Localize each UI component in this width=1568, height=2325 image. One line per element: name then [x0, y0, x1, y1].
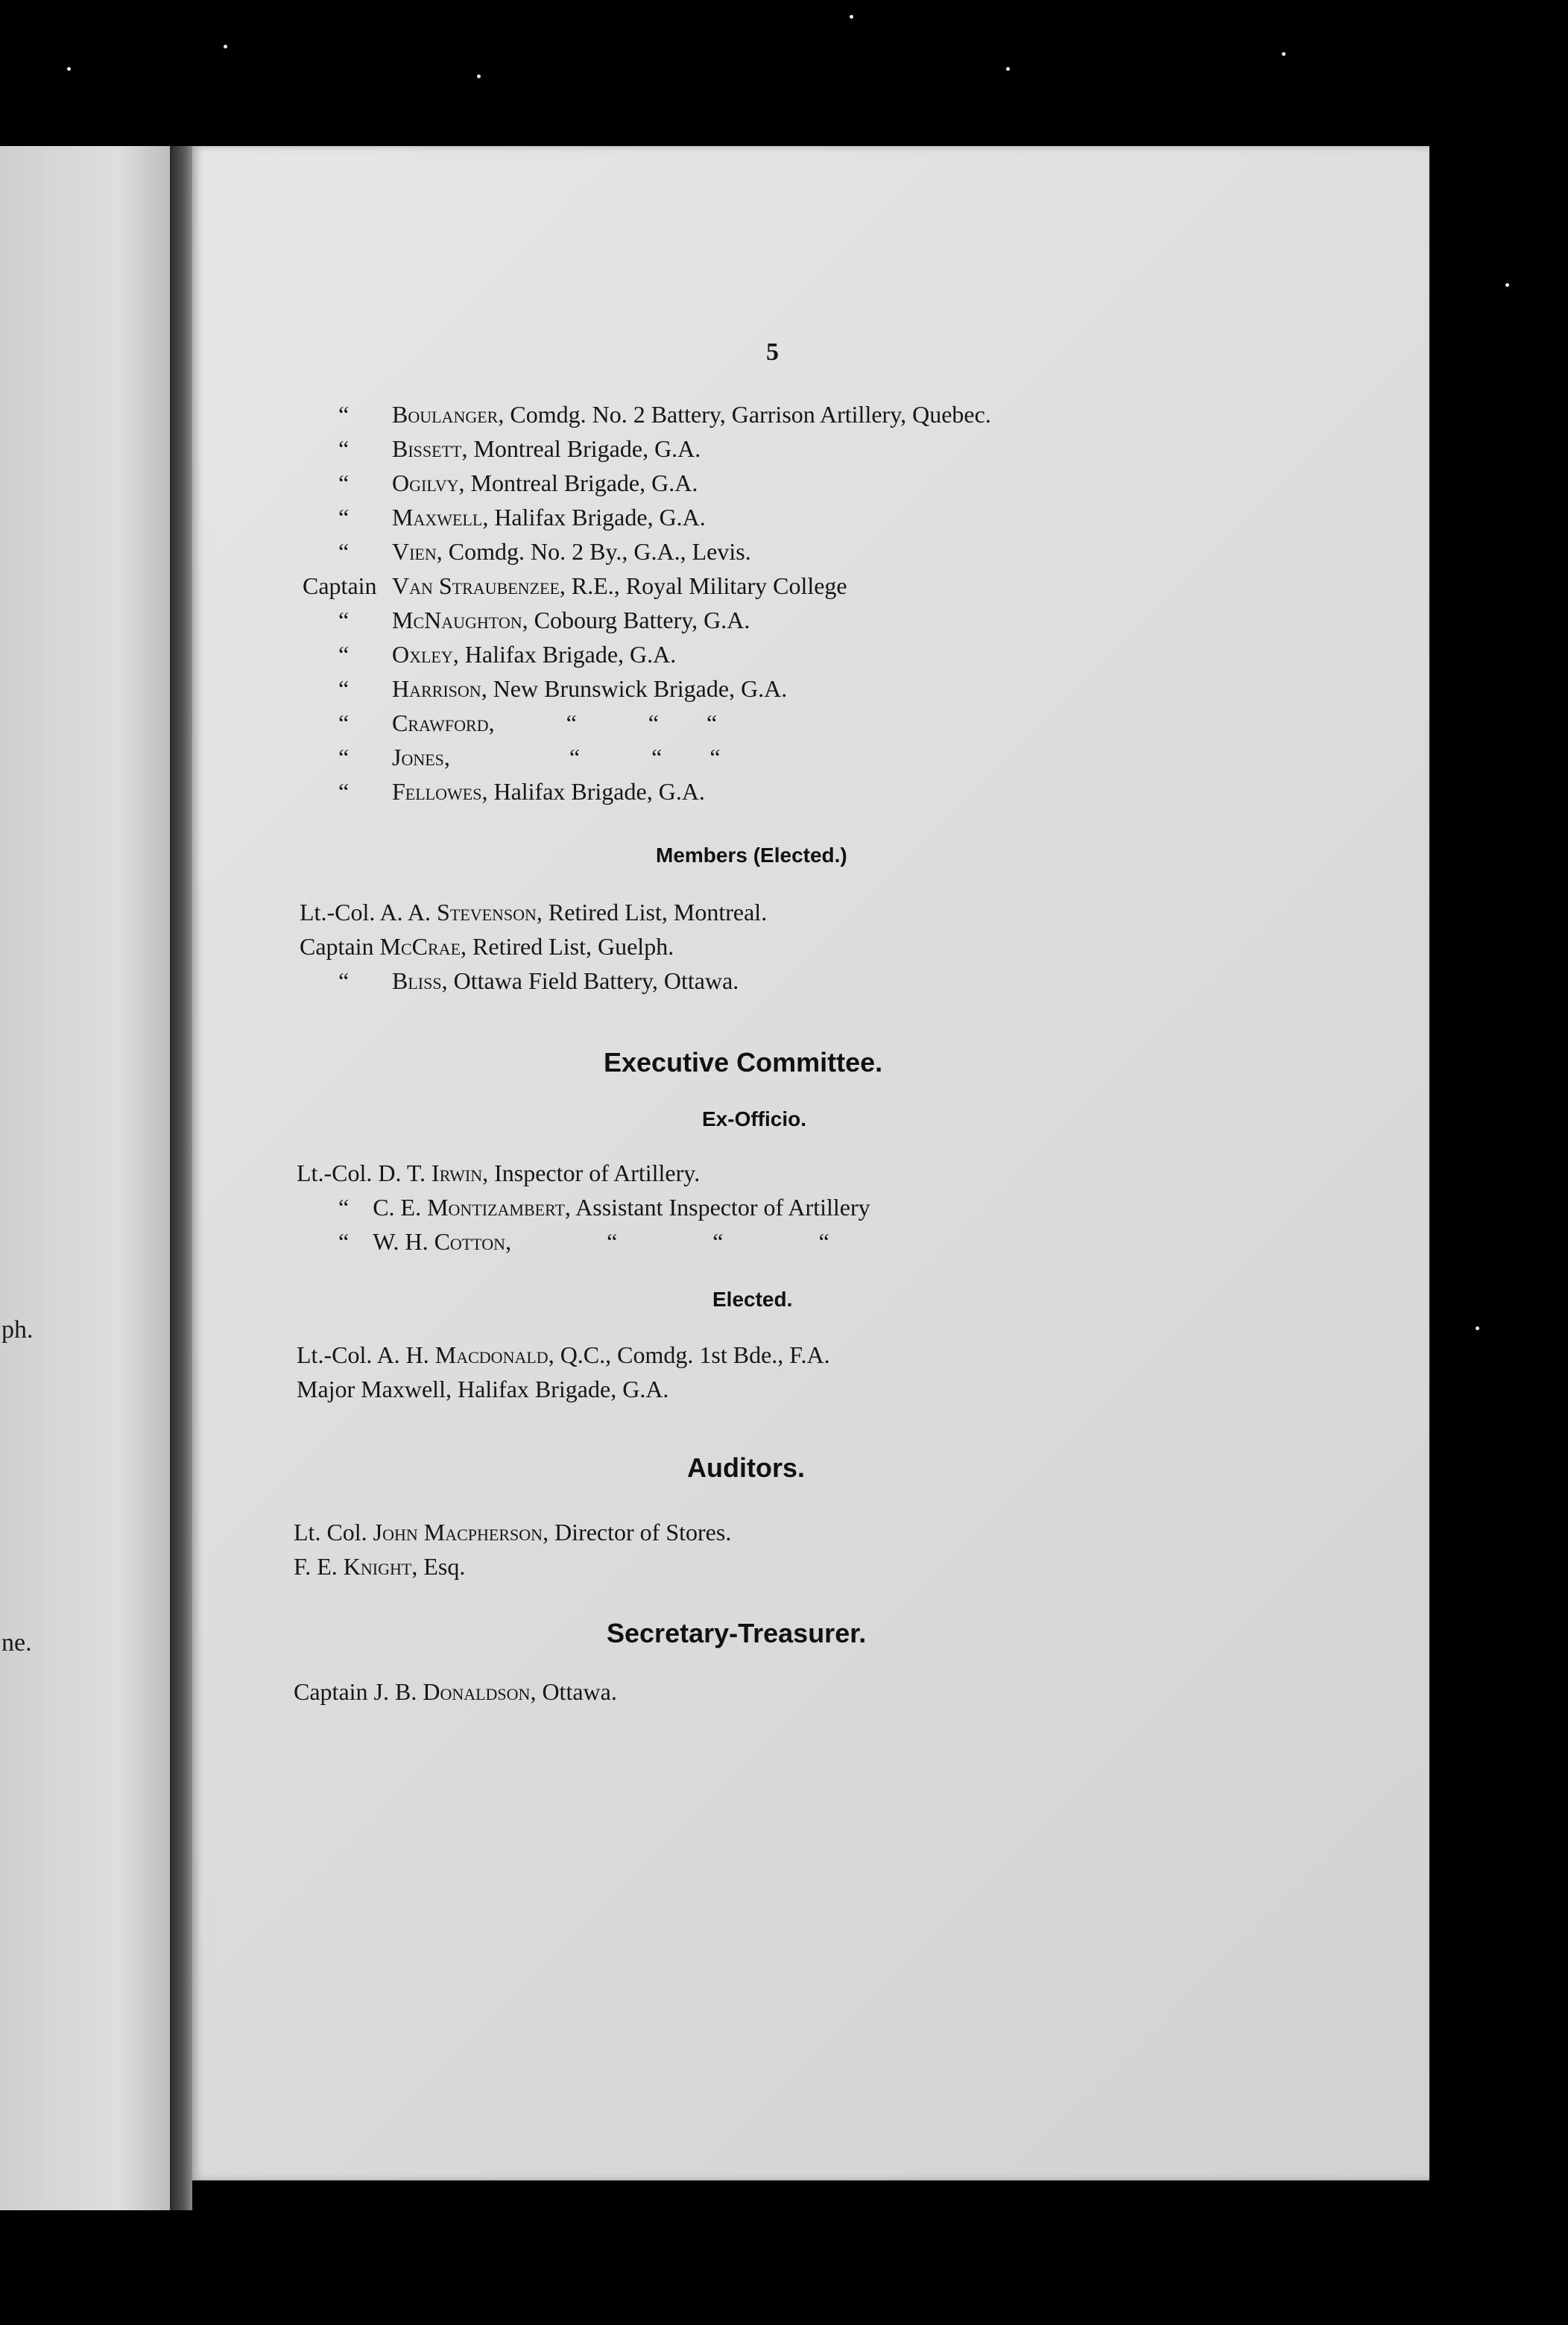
prefix: “ — [338, 778, 350, 805]
section-heading-secretary-treasurer: Secretary-Treasurer. — [607, 1618, 867, 1648]
detail: , Halifax Brigade, G.A. — [482, 504, 706, 531]
list-item — [297, 1161, 700, 1185]
prefix: “ — [338, 504, 350, 531]
film-speck — [1476, 1326, 1479, 1330]
facing-page-fragment: ph. — [1, 1316, 34, 1344]
surname: Donaldson — [423, 1678, 531, 1705]
film-speck — [1006, 67, 1010, 71]
detail: , “ “ “ — [443, 744, 721, 771]
surname: Vien — [392, 538, 437, 565]
prefix: “ — [338, 538, 350, 565]
section-heading-executive-committee: Executive Committee. — [604, 1047, 883, 1078]
film-speck — [850, 15, 853, 19]
section-heading-members-elected: Members (Elected.) — [656, 844, 847, 867]
list-item — [300, 900, 767, 924]
prefix: Lt.-Col. D. T. — [297, 1160, 426, 1186]
surname: Cotton — [434, 1228, 506, 1255]
list-item — [338, 642, 676, 666]
detail: , “ “ “ — [505, 1228, 829, 1255]
detail: , Comdg. No. 2 Battery, Garrison Artillery, Quebec. — [498, 401, 991, 428]
prefix: “ — [338, 675, 350, 702]
surname: Boulanger — [392, 401, 499, 428]
subheading-ex-officio: Ex-Officio. — [702, 1107, 807, 1130]
prefix: Major Maxwell, Halifax Brigade, G.A. — [297, 1376, 669, 1402]
prefix: “ — [338, 967, 350, 994]
surname: Jones — [392, 744, 444, 771]
detail: , Montreal Brigade, G.A. — [458, 469, 698, 496]
prefix: “ — [338, 709, 350, 736]
prefix: “ — [338, 469, 350, 496]
detail: , Retired List, Guelph. — [461, 933, 674, 960]
prefix: “ — [338, 401, 350, 428]
surname: Knight — [343, 1553, 412, 1580]
list-item — [338, 608, 750, 632]
film-speck — [477, 75, 481, 78]
list-item — [338, 471, 698, 495]
list-item — [294, 1520, 731, 1544]
prefix: “ W. H. — [338, 1228, 429, 1255]
detail: , “ “ “ — [488, 709, 718, 736]
list-item — [338, 402, 991, 426]
prefix: F. E. — [294, 1553, 338, 1580]
list-item — [338, 779, 705, 803]
detail: , Halifax Brigade, G.A. — [452, 641, 677, 668]
detail: , Q.C., Comdg. 1st Bde., F.A. — [548, 1341, 830, 1368]
detail: , Comdg. No. 2 By., G.A., Levis. — [436, 538, 751, 565]
surname: Oxley — [392, 641, 453, 668]
surname: Harrison — [392, 675, 481, 702]
prefix: Lt. Col. — [294, 1519, 367, 1546]
section-heading-auditors: Auditors. — [687, 1452, 805, 1483]
list-item — [338, 969, 739, 993]
surname: Van Straubenzee — [392, 572, 560, 599]
list-item — [338, 505, 706, 529]
prefix: “ — [338, 641, 350, 668]
prefix: “ — [338, 607, 350, 633]
document-page — [192, 146, 1429, 2180]
prefix: “ — [338, 744, 350, 771]
prefix: “ — [338, 435, 350, 462]
detail: , R.E., Royal Military College — [559, 572, 847, 599]
surname: Irwin — [431, 1160, 483, 1186]
list-item — [297, 1343, 830, 1367]
list-item — [303, 574, 847, 598]
surname: Bissett — [392, 435, 462, 462]
detail: , Director of Stores. — [543, 1519, 732, 1546]
prefix: “ C. E. — [338, 1194, 422, 1221]
surname: McNaughton — [392, 607, 522, 633]
surname: Macdonald — [434, 1341, 549, 1368]
facing-page-fragment: ne. — [1, 1629, 32, 1657]
list-item — [338, 711, 717, 735]
surname: Maxwell — [392, 504, 483, 531]
prefix: Captain — [300, 933, 374, 960]
film-speck — [224, 45, 227, 48]
list-item — [294, 1680, 617, 1704]
list-item — [338, 1195, 870, 1219]
detail: , New Brunswick Brigade, G.A. — [481, 675, 788, 702]
detail: , Inspector of Artillery. — [482, 1160, 701, 1186]
prefix: Captain — [303, 572, 377, 599]
prefix: Lt.-Col. A. H. — [297, 1341, 429, 1368]
surname: Ogilvy — [392, 469, 459, 496]
prefix: Captain J. B. — [294, 1678, 417, 1705]
detail: , Montreal Brigade, G.A. — [461, 435, 701, 462]
detail: , Retired List, Montreal. — [536, 899, 768, 926]
list-item — [297, 1377, 668, 1401]
surname: Crawford — [392, 709, 489, 736]
film-speck — [1505, 283, 1509, 287]
page-number: 5 — [766, 338, 779, 366]
list-item — [300, 934, 674, 958]
film-speck — [1282, 52, 1286, 56]
detail: , Cobourg Battery, G.A. — [522, 607, 750, 633]
detail: , Assistant Inspector of Artillery — [564, 1194, 870, 1221]
list-item — [338, 677, 787, 700]
list-item — [338, 1230, 829, 1253]
surname: Fellowes — [392, 778, 482, 805]
surname: John Macpherson — [373, 1519, 543, 1546]
detail: , Ottawa. — [530, 1678, 617, 1705]
film-speck — [67, 67, 71, 71]
subheading-elected: Elected. — [712, 1288, 793, 1311]
list-item — [294, 1554, 465, 1578]
list-item — [338, 540, 751, 563]
surname: Montizambert — [427, 1194, 565, 1221]
list-item — [338, 437, 701, 461]
surname: Stevenson — [437, 899, 537, 926]
detail: , Esq. — [411, 1553, 466, 1580]
book-gutter — [170, 146, 192, 2210]
facing-page — [0, 146, 170, 2210]
surname: McCrae — [379, 933, 461, 960]
surname: Bliss — [392, 967, 442, 994]
prefix: Lt.-Col. A. A. — [300, 899, 431, 926]
detail: , Ottawa Field Battery, Ottawa. — [441, 967, 739, 994]
list-item — [338, 745, 721, 769]
detail: , Halifax Brigade, G.A. — [481, 778, 705, 805]
